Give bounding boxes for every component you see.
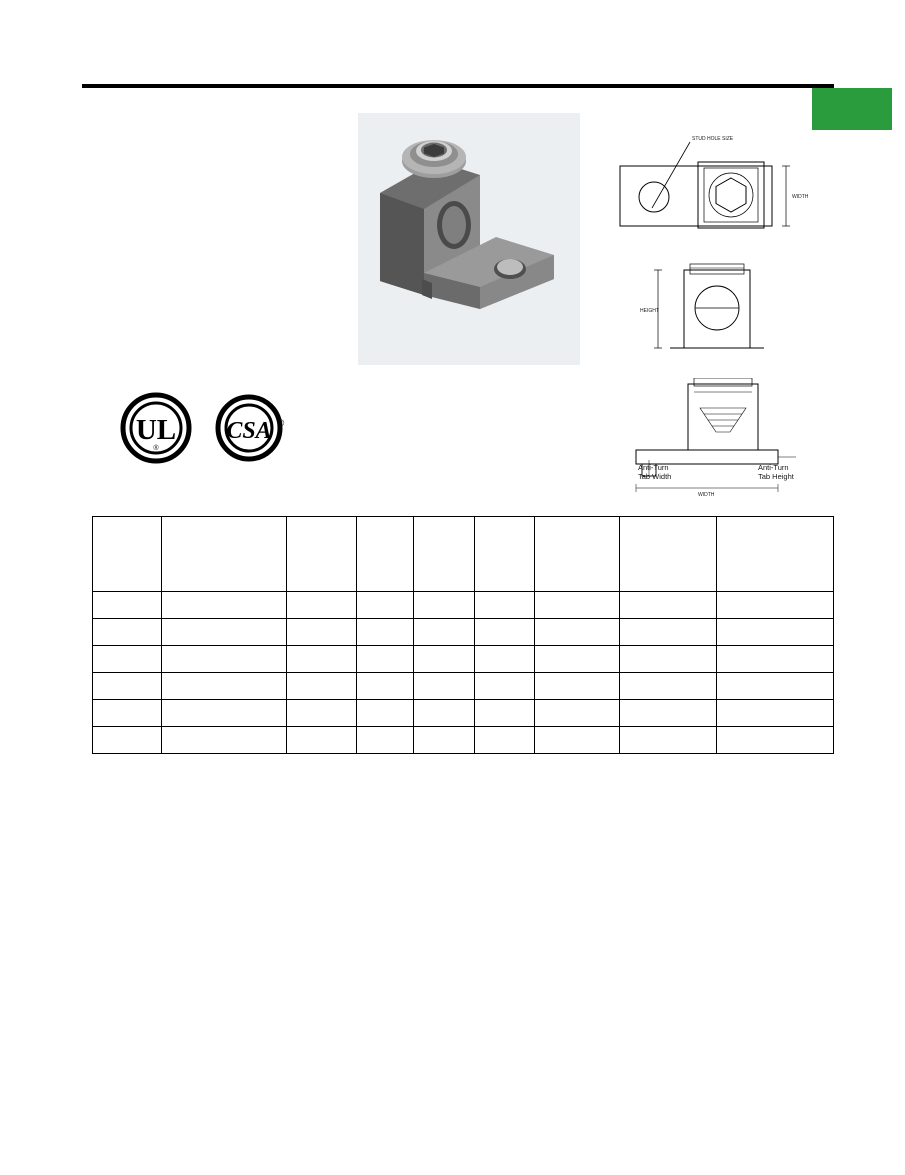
- table-cell: [535, 619, 620, 646]
- table-cell: [287, 646, 357, 673]
- table-cell: [474, 673, 535, 700]
- table-cell: [535, 646, 620, 673]
- table-row: [93, 673, 834, 700]
- table-cell: [287, 673, 357, 700]
- table-row: [93, 700, 834, 727]
- drawing-side-view: [640, 258, 820, 368]
- table-header-cell: [287, 517, 357, 592]
- header-rule: [82, 84, 834, 88]
- drawing-front-view: [618, 378, 838, 500]
- table-cell: [620, 727, 716, 754]
- table-cell: [413, 646, 474, 673]
- table-row: [93, 619, 834, 646]
- certification-marks: [120, 392, 310, 464]
- table-header-cell: [535, 517, 620, 592]
- table-cell: [535, 700, 620, 727]
- table-cell: [413, 727, 474, 754]
- table-header-cell: [93, 517, 162, 592]
- table-cell: [161, 592, 287, 619]
- table-cell: [161, 673, 287, 700]
- table-cell: [161, 727, 287, 754]
- specification-table: [92, 516, 834, 754]
- table-header-cell: [161, 517, 287, 592]
- table-cell: [535, 592, 620, 619]
- table-cell: [161, 619, 287, 646]
- table-cell: [620, 673, 716, 700]
- table-cell: [287, 592, 357, 619]
- table-cell: [474, 592, 535, 619]
- anti-turn-tab-width-label-line1: Anti-Turn: [638, 463, 669, 472]
- table-cell: [287, 727, 357, 754]
- anti-turn-tab-width-label-line2: Tab Width: [638, 472, 672, 481]
- csa-logo: [215, 392, 287, 469]
- table-header-cell: [357, 517, 414, 592]
- drawing-top-view: [612, 120, 842, 250]
- table-cell: [287, 619, 357, 646]
- width-dimension-label: WIDTH: [792, 194, 809, 200]
- table-header-row: [93, 517, 834, 592]
- table-cell: [474, 619, 535, 646]
- table-cell: [474, 727, 535, 754]
- table-row: [93, 727, 834, 754]
- table-cell: [535, 673, 620, 700]
- table-row: [93, 646, 834, 673]
- table-cell: [474, 700, 535, 727]
- table-cell: [93, 592, 162, 619]
- svg-text:®: ®: [277, 418, 285, 428]
- table-cell: [716, 592, 833, 619]
- table-cell: [716, 646, 833, 673]
- table-cell: [287, 700, 357, 727]
- table-cell: [620, 619, 716, 646]
- table-cell: [357, 592, 414, 619]
- table-cell: [413, 619, 474, 646]
- stud-hole-size-label: STUD HOLE SIZE: [692, 136, 734, 142]
- table-cell: [93, 619, 162, 646]
- lug-connector-illustration: [358, 113, 580, 365]
- table-cell: [93, 673, 162, 700]
- table-header-cell: [474, 517, 535, 592]
- table-cell: [93, 646, 162, 673]
- table-header-cell: [413, 517, 474, 592]
- table-cell: [357, 700, 414, 727]
- svg-text:®: ®: [153, 445, 159, 452]
- table-cell: [357, 673, 414, 700]
- table-cell: [620, 646, 716, 673]
- table-cell: [357, 727, 414, 754]
- table-cell: [620, 592, 716, 619]
- ul-logo: [120, 392, 192, 469]
- table-cell: [716, 700, 833, 727]
- svg-text:CSA: CSA: [226, 418, 272, 444]
- table-cell: [357, 646, 414, 673]
- table-cell: [716, 673, 833, 700]
- table-cell: [161, 646, 287, 673]
- anti-turn-tab-height-label-line1: Anti-Turn: [758, 463, 789, 472]
- table-cell: [413, 592, 474, 619]
- svg-text:UL: UL: [135, 414, 177, 446]
- table-cell: [93, 727, 162, 754]
- table-cell: [93, 700, 162, 727]
- height-dimension-label: HEIGHT: [640, 308, 659, 314]
- table-cell: [357, 619, 414, 646]
- table-cell: [413, 673, 474, 700]
- table-header-cell: [716, 517, 833, 592]
- table-cell: [535, 727, 620, 754]
- table-cell: [716, 619, 833, 646]
- front-view-width-label: WIDTH: [698, 492, 715, 498]
- table-cell: [716, 727, 833, 754]
- table-cell: [413, 700, 474, 727]
- anti-turn-tab-height-label-line2: Tab Height: [758, 472, 794, 481]
- table-cell: [474, 646, 535, 673]
- table-cell: [620, 700, 716, 727]
- table-cell: [161, 700, 287, 727]
- product-photo: [358, 113, 580, 365]
- table-row: [93, 592, 834, 619]
- table-header-cell: [620, 517, 716, 592]
